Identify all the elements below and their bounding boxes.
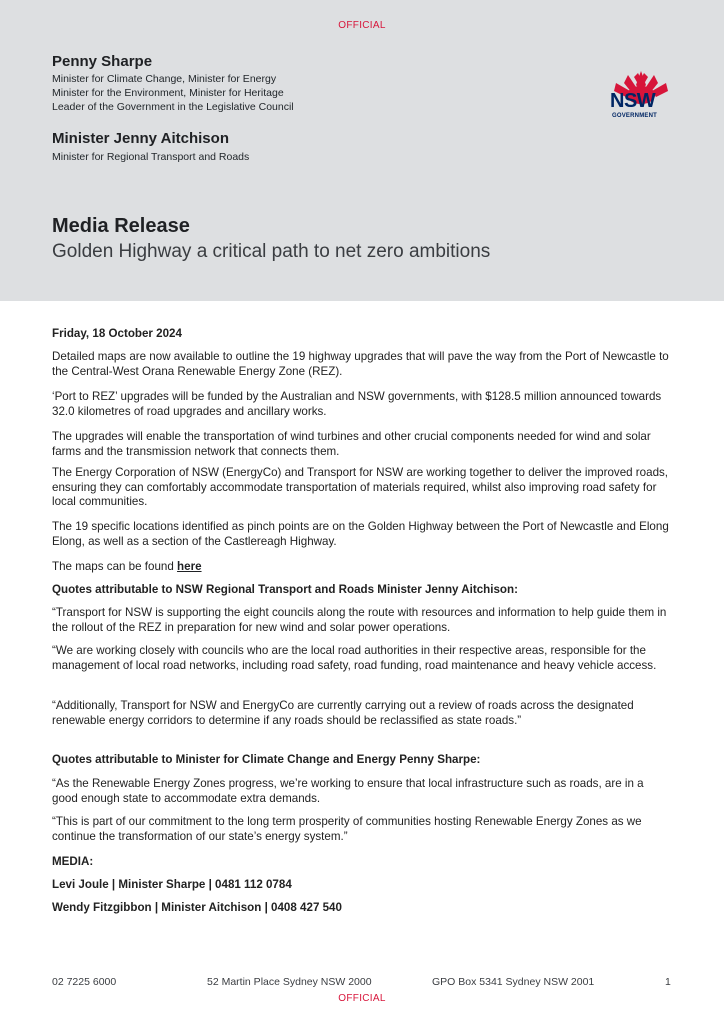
classification-label-bottom: OFFICIAL: [338, 993, 386, 1004]
quote-paragraph: “Transport for NSW is supporting the eight councils along the route with resources and information to help guide them in the rollout of the REZ in preparation for new wind and solar power operations.: [52, 606, 667, 634]
paragraph: Detailed maps are now available to outline the 19 highway upgrades that will pave the way from the Port of Newcastle to the Central-West Orana Renewable Energy Zone (REZ).: [52, 350, 669, 378]
minister-role-line: Minister for the Environment, Minister for Heritage: [52, 87, 284, 99]
classification-label-top: OFFICIAL: [338, 20, 386, 31]
release-type: Media Release: [52, 215, 190, 237]
page-number: 1: [665, 976, 671, 988]
quote-paragraph: “Additionally, Transport for NSW and EnergyCo are currently carrying out a review of roads across the designated renewable energy corridors to determine if any roads should be reclassified as state roads.”: [52, 699, 634, 727]
nsw-logo-text: NSW: [610, 90, 656, 112]
quote-paragraph: “As the Renewable Energy Zones progress, we’re working to ensure that local infrastructure such as roads, are in a good enough state to accommodate extra demands.: [52, 777, 644, 805]
media-heading: MEDIA:: [52, 855, 94, 868]
minister-roles: [52, 150, 249, 164]
nsw-logo-subtext: GOVERNMENT: [612, 113, 658, 119]
minister-name: Minister Jenny Aitchison: [52, 130, 229, 147]
paragraph: ‘Port to REZ’ upgrades will be funded by the Australian and NSW governments, with $128.5 million announced towards 32.0 kilometres of road upgrades and ancillary works.: [52, 390, 662, 418]
quote-paragraph: “We are working closely with councils who are the local road authorities in their respective areas, responsible for the management of local road networks, including road safety, road funding, road maintenance and heavy vehicle access.: [52, 644, 657, 672]
quote-paragraph: “This is part of our commitment to the long term prosperity of communities hosting Renewable Energy Zones as we continue the transformation of our state’s energy system.”: [52, 815, 642, 843]
footer-po-box: GPO Box 5341 Sydney NSW 2001: [432, 976, 595, 988]
media-contact: Levi Joule | Minister Sharpe | 0481 112 0784: [52, 878, 292, 891]
paragraph: The Energy Corporation of NSW (EnergyCo) and Transport for NSW are working together to deliver the improved roads, ensuring they can comfortably accommodate transportation of materials required, whilst also improving road safety for local communities.: [52, 466, 669, 508]
footer-phone: 02 7225 6000: [52, 976, 117, 988]
minister-name: Penny Sharpe: [52, 53, 153, 70]
paragraph: [52, 560, 672, 575]
minister-role-line: Minister for Climate Change, Minister for Energy: [52, 73, 277, 85]
quotes-heading: Quotes attributable to NSW Regional Transport and Roads Minister Jenny Aitchison:: [52, 583, 518, 596]
minister-roles: [52, 72, 294, 114]
release-title: Golden Highway a critical path to net zero ambitions: [52, 241, 491, 262]
minister-role-line: Minister for Regional Transport and Roads: [52, 151, 250, 163]
paragraph: The 19 specific locations identified as pinch points are on the Golden Highway between the Port of Newcastle and Elong Elong, as well as a section of the Castlereagh Highway.: [52, 520, 669, 548]
quotes-heading: Quotes attributable to Minister for Climate Change and Energy Penny Sharpe:: [52, 753, 481, 766]
minister-role-line: Leader of the Government in the Legislative Council: [52, 101, 294, 113]
paragraph: The upgrades will enable the transportation of wind turbines and other crucial components needed for wind and solar farms and the transmission network that connects them.: [52, 430, 651, 458]
maps-link[interactable]: here: [177, 560, 202, 573]
media-contact: Wendy Fitzgibbon | Minister Aitchison | 0408 427 540: [52, 901, 342, 914]
footer-address: 52 Martin Place Sydney NSW 2000: [207, 976, 372, 988]
maps-text: The maps can be found: [52, 560, 178, 573]
release-date: Friday, 18 October 2024: [52, 327, 182, 340]
